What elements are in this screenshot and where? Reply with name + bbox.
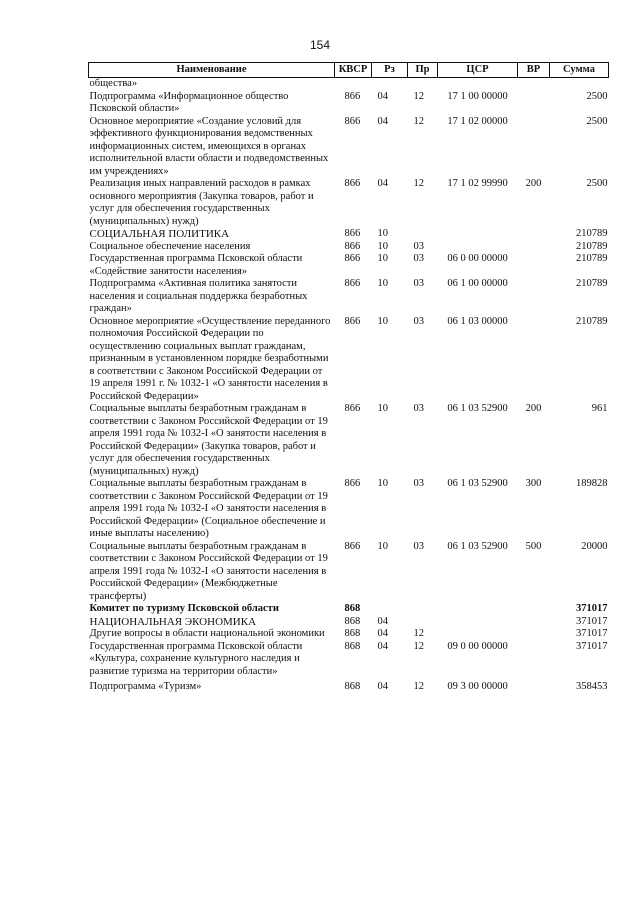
row-pr: 12 [413, 628, 424, 639]
table-row [89, 678, 609, 694]
row-pr: 03 [413, 240, 424, 252]
row-vr [518, 241, 550, 254]
row-name: Социальное обеспечение населения [89, 240, 251, 252]
row-kvsr: 866 [344, 278, 361, 289]
row-sum: 189828 [576, 478, 608, 489]
row-pr: 12 [413, 178, 424, 189]
row-csr: 06 1 03 52900 [447, 478, 508, 489]
row-vr: 200 [525, 403, 542, 414]
row-csr: 17 1 02 00000 [447, 115, 508, 127]
row-rz [372, 603, 408, 616]
row-csr: 17 1 02 99990 [447, 178, 508, 189]
row-csr: 06 0 00 00000 [447, 253, 508, 264]
row-vr [518, 316, 550, 404]
row-rz: 10 [377, 240, 388, 252]
row-vr [518, 628, 550, 641]
row-sum [550, 78, 609, 91]
row-pr: 03 [413, 540, 424, 552]
page-number: 154 [309, 38, 331, 52]
table-row [89, 253, 609, 278]
row-name: Подпрограмма «Информационное общество Псковской области» [89, 90, 289, 114]
row-kvsr: 868 [344, 615, 361, 627]
row-vr: 200 [525, 178, 542, 189]
row-sum: 20000 [581, 540, 608, 552]
row-vr [518, 78, 550, 91]
row-rz: 10 [377, 228, 388, 239]
table-row [89, 278, 609, 316]
row-csr: 06 1 03 52900 [447, 403, 508, 414]
table-row [89, 78, 609, 91]
row-csr: 06 1 03 52900 [447, 540, 508, 552]
row-pr [408, 603, 438, 616]
row-name: Комитет по туризму Псковской области [89, 603, 279, 614]
header-row [89, 63, 609, 78]
row-csr [438, 78, 518, 91]
row-kvsr: 868 [344, 628, 361, 639]
header-kvsr: КВСР [335, 63, 372, 78]
row-vr: 300 [525, 478, 542, 489]
table-row [89, 178, 609, 228]
row-vr [518, 116, 550, 179]
table-row [89, 616, 609, 629]
row-pr: 12 [413, 681, 424, 692]
row-kvsr: 866 [344, 240, 361, 252]
row-vr [518, 616, 550, 629]
table-row [89, 478, 609, 541]
row-sum: 2500 [586, 90, 608, 102]
row-vr [518, 253, 550, 278]
row-pr: 03 [413, 315, 424, 327]
row-pr: 03 [413, 253, 424, 264]
row-vr [518, 278, 550, 316]
table-body [89, 78, 609, 694]
header-rz: Рз [372, 63, 408, 78]
row-name: Государственная программа Псковской области «Культура, сохранение культурного наследия и развитие туризма на территории области» [89, 640, 303, 677]
row-rz: 04 [377, 640, 388, 652]
row-csr: 06 1 03 00000 [447, 315, 508, 327]
row-sum: 371017 [576, 640, 608, 652]
row-vr [518, 91, 550, 116]
row-name: СОЦИАЛЬНАЯ ПОЛИТИКА [89, 228, 230, 240]
row-name: Социальные выплаты безработным гражданам в соответствии с Законом Российской Федерации от 19 апреля 1991 года № 1032-I «О занятости населения в Российской Федерации» (Закупка товаров, работ и услуг для обеспечения государственных (муниципальных) нужд) [89, 403, 328, 477]
table-row [89, 228, 609, 241]
table-row [89, 541, 609, 604]
row-name: Основное мероприятие «Создание условий для эффективного функционирования ведомственных информационных систем, имеющихся в органах исполнительной власти области и подведомственных им учреждениях» [89, 115, 329, 177]
row-csr: 09 0 00 00000 [447, 640, 508, 652]
row-kvsr: 868 [344, 681, 361, 692]
table-row [89, 641, 609, 679]
row-vr: 500 [525, 540, 542, 552]
row-rz: 10 [377, 540, 388, 552]
row-kvsr: 866 [344, 403, 361, 414]
header-vr: ВР [518, 63, 550, 78]
row-sum: 210789 [576, 253, 608, 264]
row-kvsr: 868 [344, 603, 361, 614]
row-rz: 04 [377, 90, 388, 102]
row-pr: 03 [413, 278, 424, 289]
row-name: Подпрограмма «Активная политика занятости населения и социальная поддержка безработных граждан» [89, 278, 308, 314]
row-kvsr [335, 78, 372, 91]
header-csr: ЦСР [438, 63, 518, 78]
header-sum: Сумма [550, 63, 609, 78]
row-rz: 04 [377, 681, 388, 692]
row-pr: 12 [413, 90, 424, 102]
row-name: Другие вопросы в области национальной экономики [89, 628, 325, 639]
row-rz: 10 [377, 403, 388, 414]
row-rz: 10 [377, 315, 388, 327]
table-row [89, 241, 609, 254]
row-pr: 03 [413, 478, 424, 489]
table-row [89, 628, 609, 641]
budget-table [88, 62, 609, 694]
budget-table-container [88, 62, 608, 694]
row-pr: 12 [413, 640, 424, 652]
row-sum: 210789 [576, 278, 608, 289]
row-kvsr: 866 [344, 228, 361, 239]
row-sum: 371017 [576, 628, 608, 639]
row-name: общества» [89, 78, 138, 89]
row-pr [408, 616, 438, 629]
row-rz: 04 [377, 615, 388, 627]
row-sum: 210789 [576, 240, 608, 252]
row-sum: 210789 [576, 228, 608, 239]
row-csr: 17 1 00 00000 [447, 90, 508, 102]
row-name: Основное мероприятие «Осуществление переданного полномочия Российской Федерации по осуществлению социальных выплат гражданам, признанным в установленном порядке безработными в соответствии с Законом Российской Федерации от 19 апреля 1991 г. № 1032-1 «О занятости населения в Российской Федерации» [89, 315, 331, 402]
row-sum: 371017 [576, 603, 608, 614]
row-name: Подпрограмма «Туризм» [89, 681, 202, 692]
row-kvsr: 868 [344, 640, 361, 652]
table-row [89, 91, 609, 116]
row-vr [518, 678, 550, 694]
row-sum: 371017 [576, 615, 608, 627]
row-csr [438, 241, 518, 254]
row-rz: 04 [377, 115, 388, 127]
header-name: Наименование [89, 63, 335, 78]
row-rz: 10 [377, 278, 388, 289]
row-csr [438, 228, 518, 241]
row-sum: 2500 [586, 115, 608, 127]
row-pr: 12 [413, 115, 424, 127]
row-csr [438, 628, 518, 641]
row-kvsr: 866 [344, 478, 361, 489]
table-row [89, 403, 609, 478]
row-csr: 09 3 00 00000 [447, 681, 508, 692]
row-vr [518, 228, 550, 241]
row-pr [408, 78, 438, 91]
table-row [89, 603, 609, 616]
table-header [89, 63, 609, 78]
row-csr [438, 603, 518, 616]
header-pr: Пр [408, 63, 438, 78]
row-rz [372, 78, 408, 91]
row-kvsr: 866 [344, 315, 361, 327]
row-rz: 10 [377, 253, 388, 264]
row-sum: 961 [591, 403, 608, 414]
row-name: Социальные выплаты безработным гражданам в соответствии с Законом Российской Федерации от 19 апреля 1991 года № 1032-I «О занятости населения в Российской Федерации» (Социальное обеспечение и иные выплаты населению) [89, 478, 328, 539]
row-rz: 04 [377, 178, 388, 189]
row-name: Социальные выплаты безработным гражданам в соответствии с Законом Российской Федерации от 19 апреля 1991 года № 1032-I «О занятости населения в Российской Федерации» (Межбюджетные трансферты) [89, 540, 328, 602]
row-name: Реализация иных направлений расходов в рамках основного мероприятия (Закупка товаров, работ и услуг для обеспечения государственных (муниципальных) нужд) [89, 178, 314, 227]
row-csr [438, 616, 518, 629]
row-vr [518, 641, 550, 679]
row-sum: 2500 [586, 178, 608, 189]
row-sum: 210789 [576, 315, 608, 327]
row-sum: 358453 [576, 681, 608, 692]
row-rz: 10 [377, 478, 388, 489]
row-name: Государственная программа Псковской области «Содействие занятости населения» [89, 253, 303, 277]
row-csr: 06 1 00 00000 [447, 278, 508, 289]
row-kvsr: 866 [344, 253, 361, 264]
row-kvsr: 866 [344, 115, 361, 127]
row-kvsr: 866 [344, 90, 361, 102]
row-pr [408, 228, 438, 241]
table-row [89, 316, 609, 404]
row-kvsr: 866 [344, 178, 361, 189]
table-row [89, 116, 609, 179]
row-name: НАЦИОНАЛЬНАЯ ЭКОНОМИКА [89, 615, 257, 628]
row-vr [518, 603, 550, 616]
row-rz: 04 [377, 628, 388, 639]
row-kvsr: 866 [344, 540, 361, 552]
row-pr: 03 [413, 403, 424, 414]
